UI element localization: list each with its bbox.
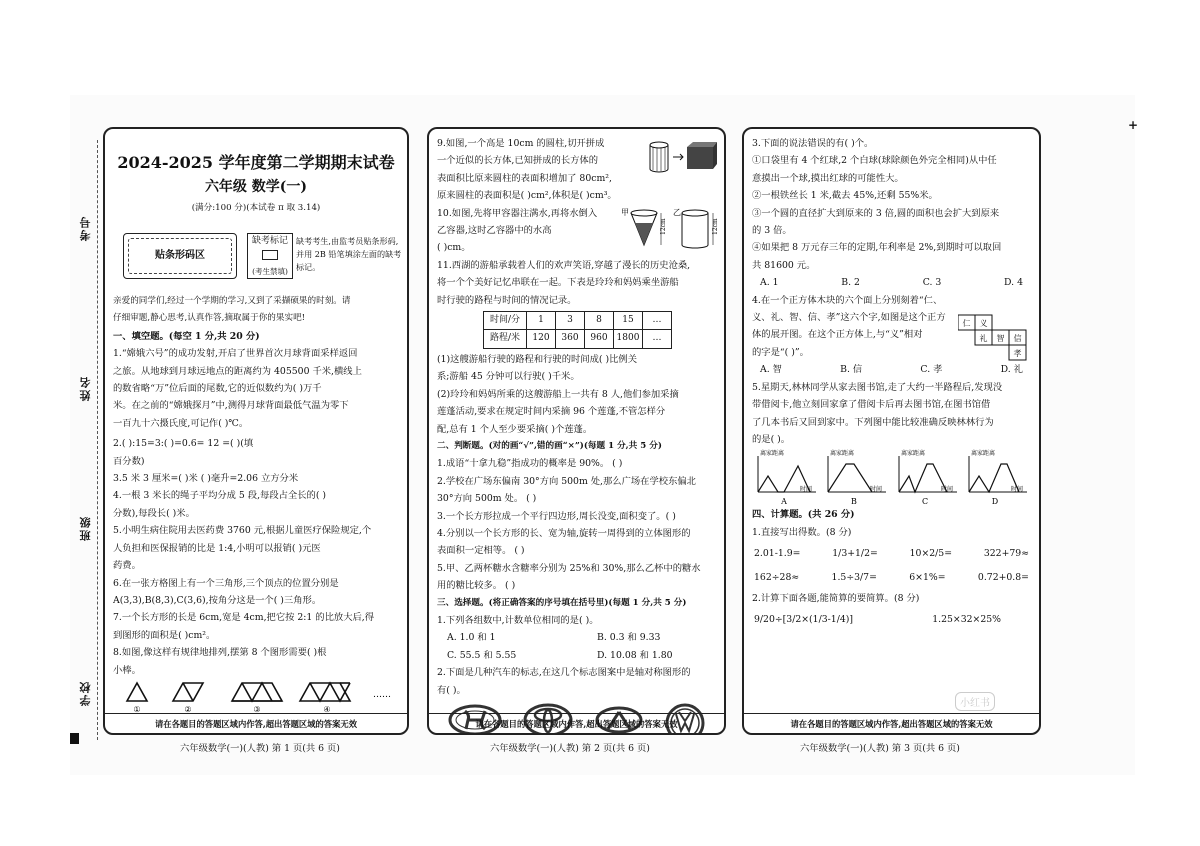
option: B. 0.3 和 9.33 [597,632,661,644]
graph-y-label: 离家距离 [900,450,925,458]
calc-item: 162÷28≈ [754,571,800,583]
option: D. 礼 [1000,364,1023,376]
graph-x-label: 时间 [870,486,883,494]
option: B. 信 [840,364,863,376]
graph-option-label: B [851,497,858,507]
option: D. 4 [1004,277,1023,289]
triangle-pattern-figures [119,679,399,713]
table-row [484,330,672,348]
tf-5-line-1: 5.甲、乙两杯糖水含糖率分别为 25%和 30%,那么乙杯中的糖水 [437,562,701,574]
cube-face-label: 仁 [962,319,971,328]
mc-3: 3.下面的说法错误的有( )个。 [752,138,874,149]
q9-line-1: 9.如图,一个高是 10cm 的圆柱,切开拼成 [437,138,605,149]
q11-part2-line-2: 莲蓬活动,要求在规定时间内采摘 96 个莲蓬,不管怎样分 [437,406,666,418]
graph-y-label: 离家距离 [830,450,855,458]
option: A. 1.0 和 1 [447,632,496,644]
calc-item: 1.5÷3/7= [831,571,877,583]
mc-1-options-row-1 [437,629,716,646]
q1-line-3: 的数省略“万”位后面的尾数,它的近似数约为( )万千 [113,383,322,395]
exam-title: 2024-2025 学年度第二学期期末试卷 [117,153,395,172]
figure-label-2: ② [184,704,192,713]
mc-1-options-row-2 [437,647,716,664]
q9-line-2: 一个近似的长方体,已知拼成的长方体的 [437,155,599,167]
q9-line-3: 表面积比原来圆柱的表面积增加了 80cm², [437,172,612,184]
cube-net-figure [958,313,1030,363]
q11-line-3: 时行驶的路程与时间的情况记录。 [437,294,577,306]
table-cell: 时间/分 [484,312,527,330]
intro-line-2: 仔细审题,静心思考,认真作答,摘取属于你的果实吧! [113,313,306,324]
section-true-false: 二、判断题。(对的画“√”,错的画“×”)(每题 1 分,共 5 分) [437,440,662,451]
table-cell: … [643,312,672,330]
figure-label-1: ① [133,704,141,713]
calc-1-heading: 1.直接写出得数。(8 分) [752,526,852,538]
calc-item: 1/3+1/2= [832,548,878,560]
tf-2-line-1: 2.学校在广场东偏南 30°方向 500m 处,那么广场在学校东偏北 [437,475,696,487]
binding-label-school: 学校 [79,680,92,706]
graph-x-label: 时间 [1010,486,1023,494]
table-cell: 8 [585,312,614,330]
q10-line-1: 10.如图,先将甲容器注满水,再将水倒入 [437,207,598,219]
cylinder-to-cuboid-figure [647,139,717,173]
table-cell: 3 [556,312,585,330]
table-cell: 360 [556,330,585,348]
graph-option-b [824,448,888,506]
mc-3-options [752,274,1031,291]
figure-label-3: ③ [253,704,261,713]
exam-page-3 [742,127,1041,735]
mc-4-line-2: 义、礼、智、信、孝”这六个字,如图是这个正方 [752,312,946,324]
statement-4-line-1: ④如果把 8 万元存三年的定期,年利率是 2%,到期时可以取回 [752,242,1002,254]
graph-x-label: 时间 [940,486,953,494]
table-cell: 1 [527,312,556,330]
tf-5-line-2: 用的糖比较多。 ( ) [437,580,516,592]
figure-label-4: ④ [323,704,331,713]
q7-line-2: 到图形的面积是( )cm²。 [113,629,216,641]
q10-line-3: ( )cm。 [437,242,471,254]
q7-line-1: 7.一个长方形的长是 6cm,宽是 4cm,把它按 2:1 的比放大后,得 [113,612,375,624]
mc-1: 1.下列各组数中,计数单位相同的是( )。 [437,614,599,626]
tf-1: 1.成语“十拿九稳”指成功的概率是 90%。 ( ) [437,458,623,470]
graph-option-label: C [921,497,928,507]
barcode-label: 贴条形码区 [155,250,205,262]
statement-1-line-1: ①口袋里有 4 个红球,2 个白球(球除颜色外完全相同)从中任 [752,155,997,167]
option: C. 3 [922,277,942,289]
watermark-logo: 小红书 [955,692,995,711]
tf-3: 3.一个长方形拉成一个平行四边形,周长没变,面积变了。( ) [437,510,676,522]
option: C. 55.5 和 5.55 [447,649,517,661]
absent-mark-checkbox[interactable] [262,250,278,260]
intro-line-1: 亲爱的同学们,经过一个学期的学习,又到了采撷硕果的时刻。请 [113,296,351,306]
cube-face-label: 智 [996,334,1005,343]
tf-2-line-2: 30°方向 500m 处。 ( ) [437,493,537,505]
q1-line-2: 之旅。从地球到月球远地点的距离约为 405500 千米,横线上 [113,365,362,377]
barcode-area [123,233,237,279]
q4-line-2: 分数),每段长( )米。 [113,507,195,519]
calc-2-row [752,611,1031,628]
q1-line-5: 一百九十六摄氏度,可记作( )℃。 [113,417,249,429]
answer-area-notice: 请在各题目的答题区域内作答,超出答题区域的答案无效 [105,713,407,730]
statement-3-line-2: 的 3 倍。 [752,225,792,237]
graph-y-label: 离家距离 [970,450,995,458]
option: B. 2 [841,277,860,289]
triangle-figure-2 [169,679,219,713]
graph-option-c [895,448,959,506]
q2-line-2: 百分数) [113,455,145,467]
page-3-footer: 六年级数学(一)(人教) 第 3 页(共 6 页) [800,743,960,754]
mc-2-line-2: 有( )。 [437,684,466,696]
cube-face-label: 礼 [979,334,988,343]
mc-4-line-1: 4.在一个正方体木块的六个面上分别刻着“仁、 [752,294,943,306]
tf-4-line-1: 4.分别以一个长方形的长、宽为轴,旋转一周得到的立体图形的 [437,527,691,539]
q11-line-2: 将一个个美好记忆串联在一起。下表是玲玲和妈妈乘坐游船 [437,277,679,289]
table-cell: 15 [614,312,643,330]
q1-line-4: 米。在之前的“嫦娥探月”中,测得月球背面最低气温为零下 [113,400,349,412]
binding-label-class: 班级 [79,515,92,541]
q5-line-1: 5.小明生病住院用去医药费 3760 元,根据儿童医疗保险规定,个 [113,525,372,537]
graph-y-label: 离家距离 [760,450,785,458]
container-label-yi: 乙 [673,208,681,217]
graph-option-label: D [991,497,999,507]
option: A. 1 [760,277,779,289]
container-label-jia: 甲 [621,208,629,217]
triangle-figure-4 [296,679,359,713]
graph-option-label: A [781,497,787,507]
section-multiple-choice: 三、选择题。(将正确答案的序号填在括号里)(每题 1 分,共 5 分) [437,597,687,608]
table-cell: 1800 [614,330,643,348]
binding-label-id: 考号 [79,215,92,241]
binding-label-name: 姓名 [79,375,92,401]
container-height-jia: 12cm [660,218,667,235]
calc-2-heading: 2.计算下面各题,能简算的要简算。(8 分) [752,592,920,604]
q11-part1-line-1: (1)这艘游船行驶的路程和行驶的时间成( )比例关 [437,353,638,365]
absent-mark-label: 缺考标记 [251,236,288,246]
q11-part2-line-3: 配,总有 1 个人至少要采摘( )个莲蓬。 [437,423,593,435]
corner-mark: + [1128,118,1139,132]
mc-5-line-1: 5.星期天,林林同学从家去图书馆,走了大约一半路程后,发现没 [752,381,1003,393]
q11-line-1: 11.西湖的游船承载着人们的欢声笑语,穿越了漫长的历史沧桑, [437,259,691,271]
q2-line-1: 2.( ):15=3:( )=0.6= 12 =( )(填 [113,438,254,450]
calc-item: 10×2/5= [909,548,952,560]
page-1-footer: 六年级数学(一)(人教) 第 1 页(共 6 页) [180,743,340,754]
q11-part2-line-1: (2)玲玲和妈妈所乘的这艘游船上一共有 8 人,他们参加采摘 [437,388,679,400]
boat-time-distance-table [483,311,672,349]
distance-time-graphs [752,448,1031,506]
statement-4-line-2: 共 81600 元。 [752,259,816,271]
calc-item: 6×1%= [909,571,946,583]
q3-line: 3.5 米 3 厘米=( )米 ( )毫升=2.06 立方分米 [113,473,299,485]
containers-figure [619,205,719,251]
section-calculation: 四、计算题。(共 26 分) [752,509,855,521]
calc-row-2 [752,569,1031,586]
table-cell: … [643,330,672,348]
q1-line-1: 1.“嫦娥六号”的成功发射,开启了世界首次月球背面采样返回 [113,348,358,360]
option: A. 智 [760,364,782,376]
figure-label-ellipsis: …… [373,689,392,700]
tf-4-line-2: 表面积一定相等。 ( ) [437,545,525,557]
mc-5-line-4: 的是( )。 [752,433,791,445]
absent-mark-box [247,233,293,279]
calc-item: 322+79≈ [983,548,1029,560]
q5-line-3: 药费。 [113,560,141,572]
calc-row-1 [752,545,1031,562]
ellipsis-figure [369,679,399,713]
binding-mark [70,733,79,744]
q9-line-4: 原来圆柱的表面积是( )cm²,体积是( )cm³。 [437,190,617,202]
q8-line-2: 小棒。 [113,664,141,676]
q11-part1-line-2: 系;游船 45 分钟可以行驶( )千米。 [437,371,580,383]
graph-option-a [754,448,818,506]
calc-item: 2.01-1.9= [754,548,801,560]
mc-5-line-2: 带借阅卡,他立刻回家拿了借阅卡后再去图书馆,在图书馆借 [752,399,991,411]
statement-1-line-2: 意摸出一个球,摸出红球的可能性大。 [752,172,904,184]
mc-5-line-3: 了几本书后又回到家中。下列图中能比较准确反映林林行为 [752,416,994,428]
exam-page-2 [427,127,726,735]
page-2-footer: 六年级数学(一)(人教) 第 2 页(共 6 页) [490,743,650,754]
table-cell: 960 [585,330,614,348]
exam-subtitle: 六年级 数学(一) [204,179,308,195]
cube-face-label: 孝 [1013,349,1022,358]
mc-4-line-4: 的字是“( )”。 [752,346,809,358]
q5-line-2: 人负担和医保报销的比是 1:4,小明可以报销( )元医 [113,542,321,554]
cube-face-label: 义 [979,319,988,328]
table-cell: 路程/米 [484,330,527,348]
triangle-figure-1 [119,679,159,713]
q8-line-1: 8.如图,像这样有规律地排列,摆第 8 个图形需要( )根 [113,647,327,659]
mc-4-line-3: 体的展开图。在这个正方体上,与“义”相对 [752,329,923,341]
score-note: (满分:100 分)(本试卷 π 取 3.14) [191,203,321,213]
triangle-figure-3 [228,679,286,713]
calc-item: 9/20÷[3/2×(1/3-1/4)] [754,614,853,626]
q6-line-1: 6.在一张方格图上有一个三角形,三个顶点的位置分别是 [113,577,339,589]
graph-x-label: 时间 [800,486,813,494]
statement-3-line-1: ③一个圆的直径扩大到原来的 3 倍,圆的面积也会扩大到原来 [752,207,1000,219]
calc-item: 0.72+0.8= [977,571,1029,583]
section-fill-in: 一、填空题。(每空 1 分,共 20 分) [113,330,260,342]
option: C. 孝 [920,364,943,376]
absent-instructions: 缺考考生,由监考员贴条形码,并用 2B 铅笔填涂左面的缺考标记。 [296,236,402,272]
exam-page-1 [103,127,409,735]
q10-line-2: 乙容器,这时乙容器中的水高 [437,225,552,237]
mc-2-line-1: 2.下面是几种汽车的标志,在这几个标志图案中是轴对称图形的 [437,667,691,679]
graph-option-d [965,448,1029,506]
mc-4-options [752,361,1031,378]
q4-line-1: 4.一根 3 米长的绳子平均分成 5 段,每段占全长的( ) [113,490,327,502]
container-height-yi: 12cm [712,218,719,235]
binding-line [97,140,98,740]
calc-item: 1.25×32×25% [932,614,1001,626]
cube-face-label: 信 [1013,334,1022,343]
absent-mark-note: (考生禁填) [252,267,288,276]
q6-line-2: A(3,3),B(8,3),C(3,6),按角分这是一个( )三角形。 [113,594,322,606]
table-cell: 120 [527,330,556,348]
answer-area-notice: 请在各题目的答题区域内作答,超出答题区域的答案无效 [744,713,1039,730]
table-row [484,312,672,330]
answer-area-notice: 请在各题目的答题区域内作答,超出答题区域的答案无效 [429,713,724,730]
option: D. 10.08 和 1.80 [597,649,673,661]
statement-2: ②一根铁丝长 1 米,截去 45%,还剩 55%米。 [752,190,938,202]
